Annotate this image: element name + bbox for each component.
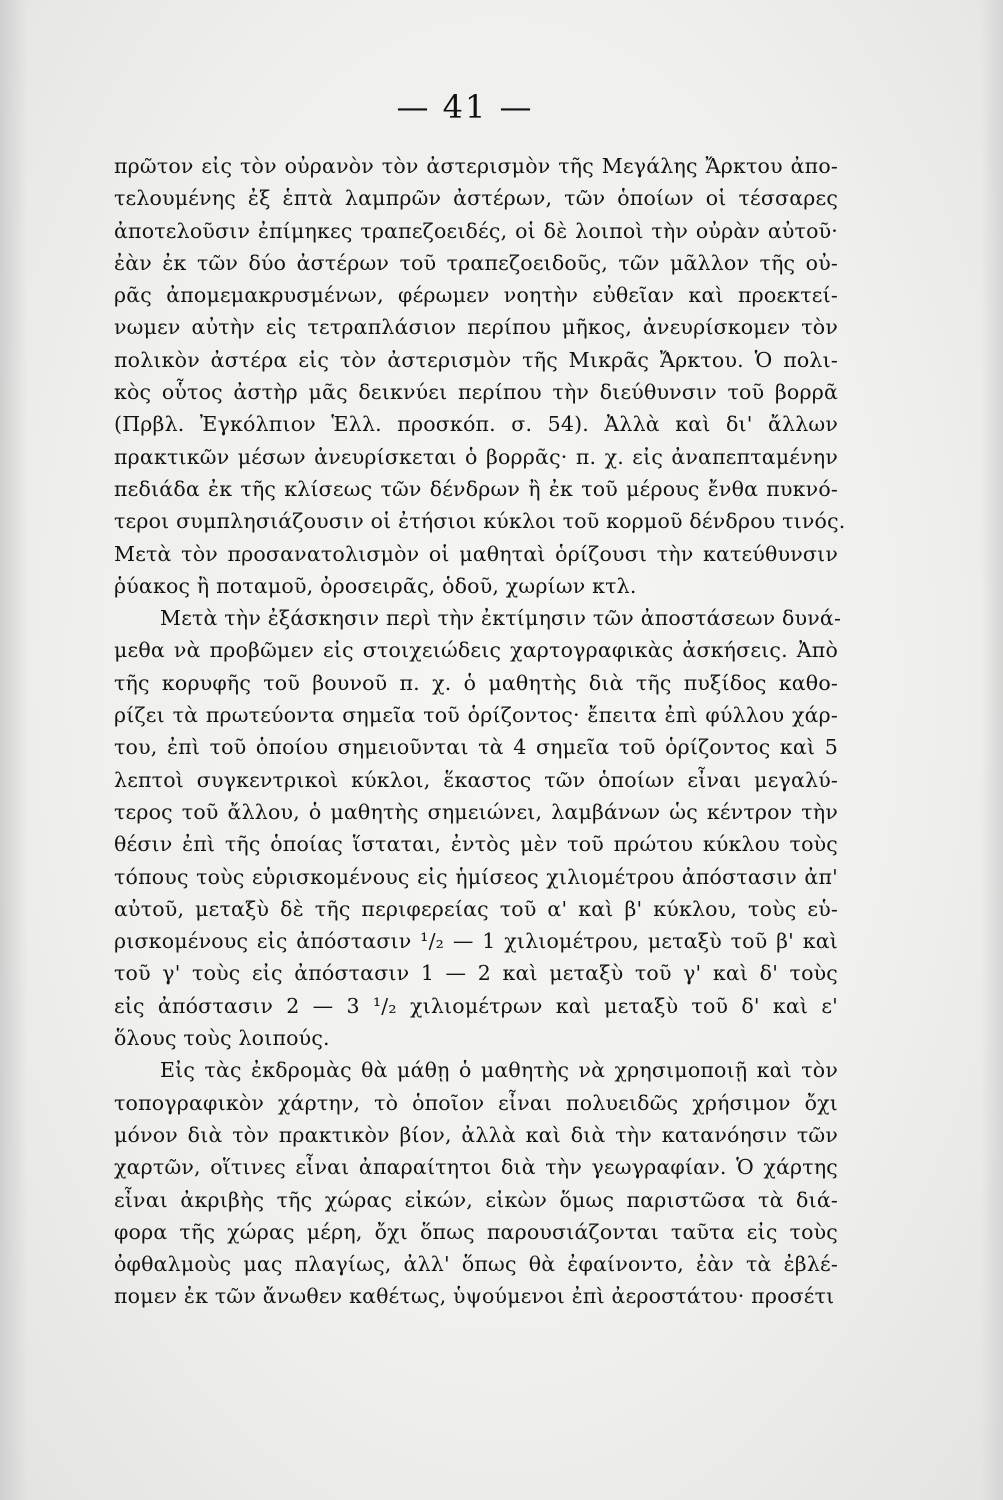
- text-line: πολικὸν ἀστέρα εἰς τὸν ἀστερισμὸν τῆς Μικρᾶς Ἄρκτου. Ὁ πολι-: [114, 347, 838, 372]
- text-line: εἰς ἀπόστασιν 2 — 3 ¹/₂ χιλιομέτρων καὶ μεταξὺ τοῦ δ' καὶ ε': [114, 993, 838, 1018]
- text-line: τόπους τοὺς εὑρισκομένους εἰς ἡμίσεος χιλιομέτρου ἀπόστασιν ἀπ': [114, 864, 838, 889]
- text-line: μόνον διὰ τὸν πρακτικὸν βίον, ἀλλὰ καὶ διὰ τὴν κατανόησιν τῶν: [114, 1122, 838, 1147]
- text-line: θέσιν ἐπὶ τῆς ὁποίας ἵσταται, ἐντὸς μὲν τοῦ πρώτου κύκλου τοὺς: [114, 832, 838, 857]
- text-line: Εἰς τὰς ἐκδρομὰς θὰ μάθῃ ὁ μαθητὴς νὰ χρησιμοποιῇ καὶ τὸν: [160, 1058, 838, 1083]
- body-text: [114, 150, 846, 1313]
- paragraph: [114, 602, 842, 1054]
- text-line: λεπτοὶ συγκεντρικοὶ κύκλοι, ἕκαστος τῶν ὁποίων εἶναι μεγαλύ-: [114, 767, 838, 792]
- text-line: ρᾶς ἀπομεμακρυσμένων, φέρωμεν νοητὴν εὐθεῖαν καὶ προεκτεί-: [114, 283, 838, 308]
- text-line: ἐὰν ἐκ τῶν δύο ἀστέρων τοῦ τραπεζοειδοῦς, τῶν μᾶλλον τῆς οὐ-: [114, 250, 838, 275]
- text-line: μεθα νὰ προβῶμεν εἰς στοιχειώδεις χαρτογραφικὰς ἀσκήσεις. Ἀπὸ: [114, 638, 838, 663]
- page-number: — 41 —: [396, 88, 534, 126]
- text-line: ὅλους τοὺς λοιπούς.: [114, 1026, 330, 1051]
- text-line: νωμεν αὐτὴν εἰς τετραπλάσιον περίπου μῆκος, ἀνευρίσκομεν τὸν: [114, 315, 838, 340]
- text-line: του, ἐπὶ τοῦ ὁποίου σημειοῦνται τὰ 4 σημεῖα τοῦ ὁρίζοντος καὶ 5: [114, 735, 838, 760]
- text-line: πρακτικῶν μέσων ἀνευρίσκεται ὁ βορρᾶς· π. χ. εἰς ἀναπεπταμένην: [114, 444, 838, 469]
- paragraph: [114, 1054, 838, 1312]
- text-line: τῆς κορυφῆς τοῦ βουνοῦ π. χ. ὁ μαθητὴς διὰ τῆς πυξίδος καθο-: [114, 670, 838, 695]
- text-line: εἶναι ἀκριβὴς τῆς χώρας εἰκών, εἰκὼν ὅμως παριστῶσα τὰ διά-: [114, 1187, 838, 1212]
- text-line: ὀφθαλμοὺς μας πλαγίως, ἀλλ' ὅπως θὰ ἐφαίνοντο, ἐὰν τὰ ἐβλέ-: [114, 1252, 838, 1277]
- text-line: τεροι συμπλησιάζουσιν οἱ ἐτήσιοι κύκλοι τοῦ κορμοῦ δένδρου τινός.: [114, 509, 846, 534]
- text-line: Μετὰ τὴν ἐξάσκησιν περὶ τὴν ἐκτίμησιν τῶν ἀποστάσεων δυνά-: [160, 606, 842, 631]
- text-line: Μετὰ τὸν προσανατολισμὸν οἱ μαθηταὶ ὁρίζουσι τὴν κατεύθυνσιν: [114, 541, 838, 566]
- text-line: πεδιάδα ἐκ τῆς κλίσεως τῶν δένδρων ἢ ἐκ τοῦ μέρους ἔνθα πυκνό-: [114, 476, 838, 501]
- scan-shadow-left: [0, 0, 28, 1500]
- text-line: φορα τῆς χώρας μέρη, ὄχι ὅπως παρουσιάζονται ταῦτα εἰς τοὺς: [114, 1219, 838, 1244]
- text-line: κὸς οὗτος ἀστὴρ μᾶς δεικνύει περίπου τὴν διεύθυνσιν τοῦ βορρᾶ: [114, 380, 838, 405]
- text-line: τελουμένης ἐξ ἑπτὰ λαμπρῶν ἀστέρων, τῶν ὁποίων οἱ τέσσαρες: [114, 186, 838, 211]
- text-line: ρισκομένους εἰς ἀπόστασιν ¹/₂ — 1 χιλιομέτρου, μεταξὺ τοῦ β' καὶ: [114, 929, 838, 954]
- text-line: ἀποτελοῦσιν ἐπίμηκες τραπεζοειδές, οἱ δὲ λοιποὶ τὴν οὐρὰν αὐτοῦ·: [114, 218, 838, 243]
- text-line: αὐτοῦ, μεταξὺ δὲ τῆς περιφερείας τοῦ α' καὶ β' κύκλου, τοὺς εὑ-: [114, 896, 838, 921]
- text-line: τερος τοῦ ἄλλου, ὁ μαθητὴς σημειώνει, λαμβάνων ὡς κέντρον τὴν: [114, 799, 838, 824]
- text-line: τοῦ γ' τοὺς εἰς ἀπόστασιν 1 — 2 καὶ μεταξὺ τοῦ γ' καὶ δ' τοὺς: [114, 961, 838, 986]
- text-line: (Πρβλ. Ἐγκόλπιον Ἑλλ. προσκόπ. σ. 54). Ἀλλὰ καὶ δι' ἄλλων: [114, 412, 838, 437]
- text-line: πρῶτον εἰς τὸν οὐρανὸν τὸν ἀστερισμὸν τῆς Μεγάλης Ἄρκτου ἀπο-: [114, 154, 838, 178]
- text-line: πομεν ἐκ τῶν ἄνωθεν καθέτως, ὑψούμενοι ἐπὶ ἀεροστάτου· προσέτι: [114, 1284, 835, 1309]
- text-line: ῥύακος ἢ ποταμοῦ, ὀροσειρᾶς, ὁδοῦ, χωρίων κτλ.: [114, 573, 637, 598]
- paragraph: [114, 150, 846, 602]
- text-line: χαρτῶν, οἵτινες εἶναι ἀπαραίτητοι διὰ τὴν γεωγραφίαν. Ὁ χάρτης: [114, 1155, 838, 1180]
- scan-shadow-right: [981, 0, 1003, 1500]
- text-line: ρίζει τὰ πρωτεύοντα σημεῖα τοῦ ὁρίζοντος· ἔπειτα ἐπὶ φύλλου χάρ-: [114, 703, 838, 728]
- text-line: τοπογραφικὸν χάρτην, τὸ ὁποῖον εἶναι πολυειδῶς χρήσιμον ὄχι: [114, 1090, 838, 1115]
